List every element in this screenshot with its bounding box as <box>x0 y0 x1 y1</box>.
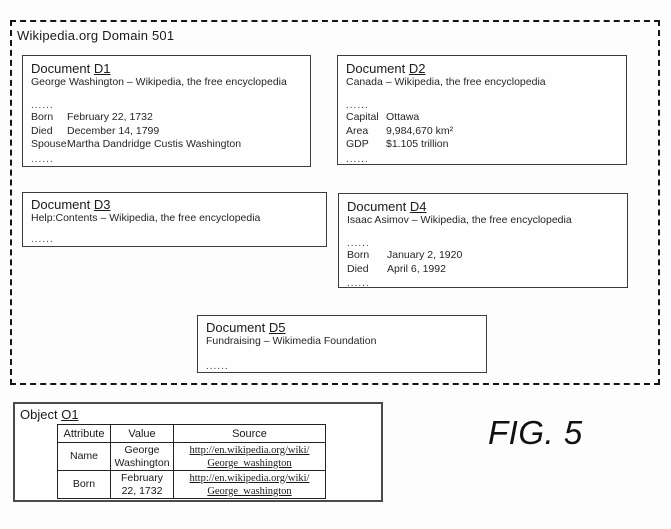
attribute-value: December 14, 1799 <box>67 124 160 137</box>
attribute-label: Died <box>347 262 369 275</box>
attribute-value: February 22, 1732 <box>67 111 153 123</box>
attribute-row <box>347 263 619 277</box>
document-box-d1 <box>22 55 311 167</box>
cell-attribute: Name <box>58 443 111 471</box>
document-d2-id: D2 <box>408 61 426 76</box>
document-d4-id: D4 <box>409 199 427 214</box>
cell-value: George Washington <box>111 443 174 471</box>
attribute-value: April 6, 1992 <box>387 262 446 275</box>
document-d4-title <box>347 199 619 214</box>
attribute-value: Ottawa <box>386 111 420 123</box>
document-d2-subtitle: Canada – Wikipedia, the free encyclopedia <box>346 76 546 88</box>
attribute-label: Born <box>31 111 54 123</box>
source-url-line: http://en.wikipedia.org/wiki/ <box>189 472 310 484</box>
domain-label: Wikipedia.org Domain 501 <box>17 28 175 43</box>
document-d3-title <box>31 197 318 212</box>
document-d5-id: D5 <box>268 320 286 335</box>
object-label: Object <box>20 407 58 422</box>
ellipsis-text: ...... <box>346 100 369 111</box>
attribute-label: GDP <box>346 138 369 150</box>
attribute-row <box>346 138 618 152</box>
ellipsis-text: ...... <box>346 153 369 165</box>
attribute-row <box>347 249 619 263</box>
document-d1-id: D1 <box>93 61 111 76</box>
document-d3-subtitle: Help:Contents – Wikipedia, the free encyclopedia <box>31 212 261 224</box>
attribute-label: Area <box>346 124 369 137</box>
cell-value: February 22, 1732 <box>111 471 174 499</box>
header-attribute: Attribute <box>58 425 111 443</box>
attribute-row <box>346 111 618 125</box>
attribute-value: 9,984,670 km² <box>386 124 454 137</box>
attribute-row <box>31 111 302 125</box>
object-o1-table <box>57 424 326 499</box>
attribute-label: Spouse <box>31 138 67 150</box>
header-source: Source <box>174 425 326 443</box>
document-d3-label: Document <box>31 197 91 212</box>
attribute-value: Martha Dandridge Custis Washington <box>67 138 242 150</box>
source-url-line: http://en.wikipedia.org/wiki/ <box>189 444 310 456</box>
cell-source <box>174 443 326 471</box>
object-o1-label <box>20 407 381 422</box>
document-d5-label: Document <box>206 320 266 335</box>
table-header-row <box>58 425 326 443</box>
document-d4-label: Document <box>347 199 407 214</box>
document-d1-title <box>31 61 302 76</box>
attribute-row <box>346 125 618 139</box>
attribute-label: Born <box>347 249 370 261</box>
source-url-line: George_washington <box>207 485 292 497</box>
document-d1-label: Document <box>31 61 91 76</box>
document-box-d2 <box>337 55 627 165</box>
ellipsis-text: ...... <box>31 153 54 165</box>
document-d5-title <box>206 320 478 335</box>
document-d3-id: D3 <box>93 197 111 212</box>
document-box-d4 <box>338 193 628 288</box>
document-d5-subtitle: Fundraising – Wikimedia Foundation <box>206 335 377 347</box>
document-d2-label: Document <box>346 61 406 76</box>
figure-caption: FIG. 5 <box>488 414 583 451</box>
attribute-value: $1.105 trillion <box>386 138 449 150</box>
table-row <box>58 471 326 499</box>
attribute-label: Died <box>31 124 53 137</box>
ellipsis-text: ...... <box>31 234 54 245</box>
attribute-value: January 2, 1920 <box>387 249 463 261</box>
ellipsis-text: ...... <box>206 361 229 372</box>
object-id: O1 <box>61 407 79 422</box>
document-d2-title <box>346 61 618 76</box>
attribute-row <box>31 125 302 139</box>
header-value: Value <box>111 425 174 443</box>
document-d1-subtitle: George Washington – Wikipedia, the free encyclopedia <box>31 76 287 88</box>
document-box-d3 <box>22 192 327 247</box>
attribute-row <box>31 138 302 152</box>
object-o1-box <box>13 402 383 502</box>
attribute-label: Capital <box>346 111 379 123</box>
ellipsis-text: ...... <box>347 278 370 288</box>
ellipsis-text: ...... <box>347 238 370 249</box>
source-url-line: George_washington <box>207 457 292 469</box>
cell-source <box>174 471 326 499</box>
ellipsis-text: ...... <box>31 100 54 111</box>
table-row <box>58 443 326 471</box>
document-d4-subtitle: Isaac Asimov – Wikipedia, the free encyclopedia <box>347 214 572 226</box>
cell-attribute: Born <box>58 471 111 499</box>
document-box-d5 <box>197 315 487 373</box>
